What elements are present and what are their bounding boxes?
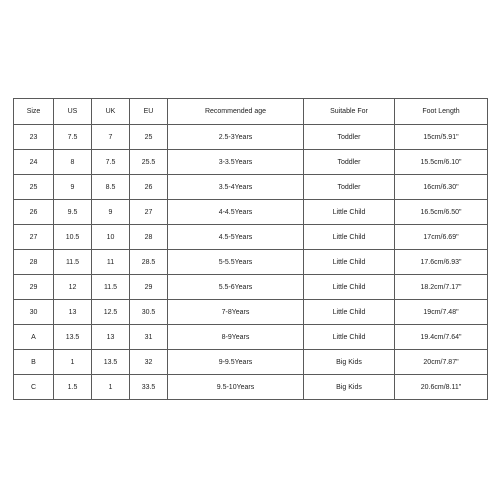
header-row xyxy=(14,99,488,125)
cell-uk: 8.5 xyxy=(92,175,130,200)
cell-foot-length: 15cm/5.91" xyxy=(395,125,488,150)
cell-eu: 26 xyxy=(130,175,168,200)
cell-foot-length: 20.6cm/8.11" xyxy=(395,375,488,400)
cell-recommended-age: 8-9Years xyxy=(168,325,304,350)
cell-uk: 7.5 xyxy=(92,150,130,175)
cell-foot-length: 20cm/7.87" xyxy=(395,350,488,375)
cell-foot-length: 17cm/6.69" xyxy=(395,225,488,250)
cell-us: 13 xyxy=(54,300,92,325)
cell-us: 7.5 xyxy=(54,125,92,150)
cell-recommended-age: 4.5-5Years xyxy=(168,225,304,250)
cell-uk: 1 xyxy=(92,375,130,400)
cell-us: 9 xyxy=(54,175,92,200)
cell-suitable-for: Big Kids xyxy=(304,375,395,400)
table-row xyxy=(14,200,488,225)
cell-foot-length: 19.4cm/7.64" xyxy=(395,325,488,350)
table-row xyxy=(14,350,488,375)
cell-suitable-for: Big Kids xyxy=(304,350,395,375)
cell-uk: 10 xyxy=(92,225,130,250)
header-suitable-for: Suitable For xyxy=(304,99,395,125)
cell-size: 26 xyxy=(14,200,54,225)
cell-suitable-for: Little Child xyxy=(304,300,395,325)
table-row xyxy=(14,375,488,400)
cell-size: A xyxy=(14,325,54,350)
cell-us: 10.5 xyxy=(54,225,92,250)
table-row xyxy=(14,325,488,350)
cell-suitable-for: Little Child xyxy=(304,225,395,250)
cell-recommended-age: 3-3.5Years xyxy=(168,150,304,175)
cell-size: 28 xyxy=(14,250,54,275)
cell-size: 23 xyxy=(14,125,54,150)
cell-eu: 32 xyxy=(130,350,168,375)
table-row xyxy=(14,275,488,300)
table-row xyxy=(14,175,488,200)
cell-suitable-for: Toddler xyxy=(304,125,395,150)
cell-foot-length: 17.6cm/6.93" xyxy=(395,250,488,275)
cell-eu: 30.5 xyxy=(130,300,168,325)
cell-eu: 25.5 xyxy=(130,150,168,175)
cell-eu: 31 xyxy=(130,325,168,350)
cell-size: 27 xyxy=(14,225,54,250)
cell-uk: 11 xyxy=(92,250,130,275)
cell-recommended-age: 5-5.5Years xyxy=(168,250,304,275)
cell-suitable-for: Little Child xyxy=(304,325,395,350)
cell-suitable-for: Little Child xyxy=(304,250,395,275)
cell-recommended-age: 9.5-10Years xyxy=(168,375,304,400)
header-size: Size xyxy=(14,99,54,125)
cell-us: 9.5 xyxy=(54,200,92,225)
cell-eu: 33.5 xyxy=(130,375,168,400)
cell-uk: 13.5 xyxy=(92,350,130,375)
table-row xyxy=(14,225,488,250)
header-eu: EU xyxy=(130,99,168,125)
cell-foot-length: 16.5cm/6.50" xyxy=(395,200,488,225)
cell-recommended-age: 2.5-3Years xyxy=(168,125,304,150)
size-chart-table xyxy=(13,98,488,400)
cell-eu: 28 xyxy=(130,225,168,250)
cell-us: 1 xyxy=(54,350,92,375)
cell-uk: 11.5 xyxy=(92,275,130,300)
header-recommended-age: Recommended age xyxy=(168,99,304,125)
table-row xyxy=(14,125,488,150)
cell-foot-length: 18.2cm/7.17" xyxy=(395,275,488,300)
cell-recommended-age: 5.5-6Years xyxy=(168,275,304,300)
cell-eu: 25 xyxy=(130,125,168,150)
cell-us: 8 xyxy=(54,150,92,175)
cell-recommended-age: 7-8Years xyxy=(168,300,304,325)
cell-size: 29 xyxy=(14,275,54,300)
cell-suitable-for: Toddler xyxy=(304,175,395,200)
cell-foot-length: 16cm/6.30" xyxy=(395,175,488,200)
cell-suitable-for: Toddler xyxy=(304,150,395,175)
cell-us: 13.5 xyxy=(54,325,92,350)
cell-uk: 7 xyxy=(92,125,130,150)
cell-recommended-age: 3.5-4Years xyxy=(168,175,304,200)
cell-suitable-for: Little Child xyxy=(304,275,395,300)
cell-recommended-age: 9-9.5Years xyxy=(168,350,304,375)
cell-us: 1.5 xyxy=(54,375,92,400)
cell-size: B xyxy=(14,350,54,375)
cell-size: 25 xyxy=(14,175,54,200)
cell-eu: 27 xyxy=(130,200,168,225)
cell-foot-length: 19cm/7.48" xyxy=(395,300,488,325)
table-row xyxy=(14,300,488,325)
table-row xyxy=(14,150,488,175)
header-uk: UK xyxy=(92,99,130,125)
cell-size: C xyxy=(14,375,54,400)
cell-us: 12 xyxy=(54,275,92,300)
cell-eu: 29 xyxy=(130,275,168,300)
cell-uk: 12.5 xyxy=(92,300,130,325)
cell-recommended-age: 4-4.5Years xyxy=(168,200,304,225)
cell-suitable-for: Little Child xyxy=(304,200,395,225)
cell-uk: 9 xyxy=(92,200,130,225)
header-us: US xyxy=(54,99,92,125)
table-body xyxy=(14,125,488,400)
cell-eu: 28.5 xyxy=(130,250,168,275)
cell-size: 24 xyxy=(14,150,54,175)
cell-us: 11.5 xyxy=(54,250,92,275)
cell-foot-length: 15.5cm/6.10" xyxy=(395,150,488,175)
cell-uk: 13 xyxy=(92,325,130,350)
table-row xyxy=(14,250,488,275)
header-foot-length: Foot Length xyxy=(395,99,488,125)
cell-size: 30 xyxy=(14,300,54,325)
